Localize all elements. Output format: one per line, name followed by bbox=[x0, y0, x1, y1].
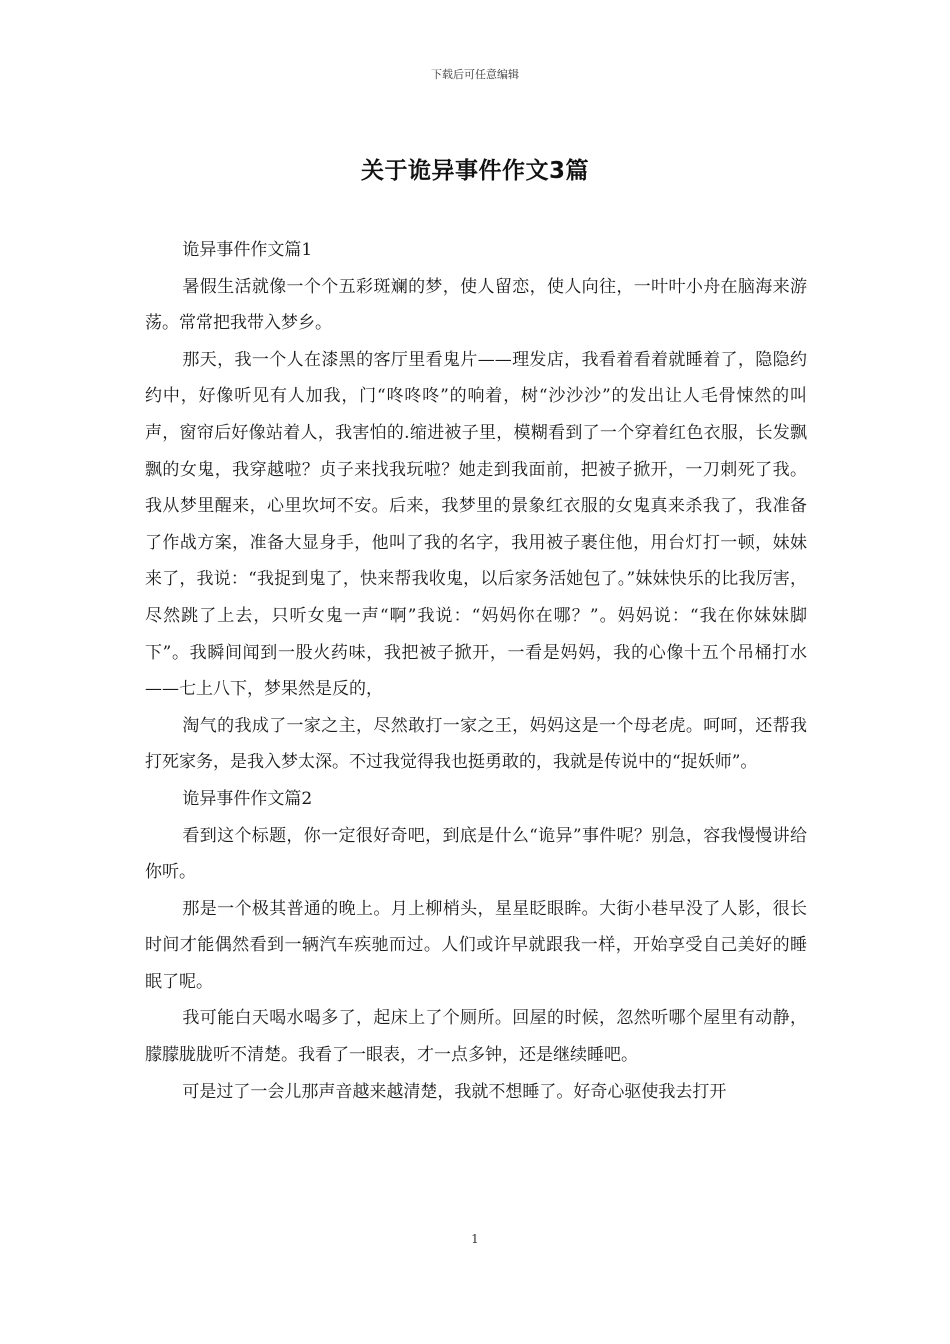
section-heading-1: 诡异事件作文篇1 bbox=[182, 240, 313, 260]
paragraph: 看到这个标题，你一定很好奇吧，到底是什么“诡异”事件呢？别急，容我慢慢讲给你听。 bbox=[145, 825, 807, 883]
paragraph: 那天，我一个人在漆黑的客厅里看鬼片——理发店，我看着看着就睡着了，隐隐约约中，好像听见有人加我，门“咚咚咚”的响着，树“沙沙沙”的发出让人毛骨悚然的叫声，窗帘后好像站着人，我害怕的.缩进被子里，模糊看到了一个穿着红色衣服，长发飘飘的女鬼，我穿越啦？贞子来找我玩啦？她走到我面前，把被子掀开，一刀刺死了我。我从梦里醒来，心里坎坷不安。后来，我梦里的景象红衣服的女鬼真来杀我了，我准备了作战方案，准备大显身手，他叫了我的名字，我用被子裹住他，用台灯打一顿，妹妹来了，我说：“我捉到鬼了，快来帮我收鬼，以后家务活她包了。”妹妹快乐的比我厉害，尽然跳了上去，只听女鬼一声“啊”我说：“妈妈你在哪？”。妈妈说：“我在你妹妹脚下”。我瞬间闻到一股火药味，我把被子掀开，一看是妈妈，我的心像十五个吊桶打水——七上八下，梦果然是反的， bbox=[145, 349, 807, 700]
header-note: 下载后可任意编辑 bbox=[431, 68, 519, 81]
document-title: 关于诡异事件作文3篇 bbox=[360, 158, 589, 184]
paragraph: 暑假生活就像一个个五彩斑斓的梦，使人留恋，使人向往，一叶叶小舟在脑海来游荡。常常把我带入梦乡。 bbox=[145, 276, 807, 334]
page-number: 1 bbox=[471, 1232, 479, 1246]
document-body bbox=[145, 232, 807, 1110]
paragraph: 淘气的我成了一家之主，尽然敢打一家之王，妈妈这是一个母老虎。呵呵，还帮我打死家务，是我入梦太深。不过我觉得我也挺勇敢的，我就是传说中的“捉妖师”。 bbox=[145, 715, 807, 773]
paragraph: 那是一个极其普通的晚上。月上柳梢头，星星眨眼眸。大街小巷早没了人影，很长时间才能偶然看到一辆汽车疾驰而过。人们或许早就跟我一样，开始享受自己美好的睡眠了呢。 bbox=[145, 898, 807, 992]
paragraph: 可是过了一会儿那声音越来越清楚，我就不想睡了。好奇心驱使我去打开 bbox=[182, 1081, 727, 1102]
paragraph: 我可能白天喝水喝多了，起床上了个厕所。回屋的时候，忽然听哪个屋里有动静，朦朦胧胧听不清楚。我看了一眼表，才一点多钟，还是继续睡吧。 bbox=[145, 1008, 807, 1066]
section-heading-2: 诡异事件作文篇2 bbox=[182, 788, 313, 809]
